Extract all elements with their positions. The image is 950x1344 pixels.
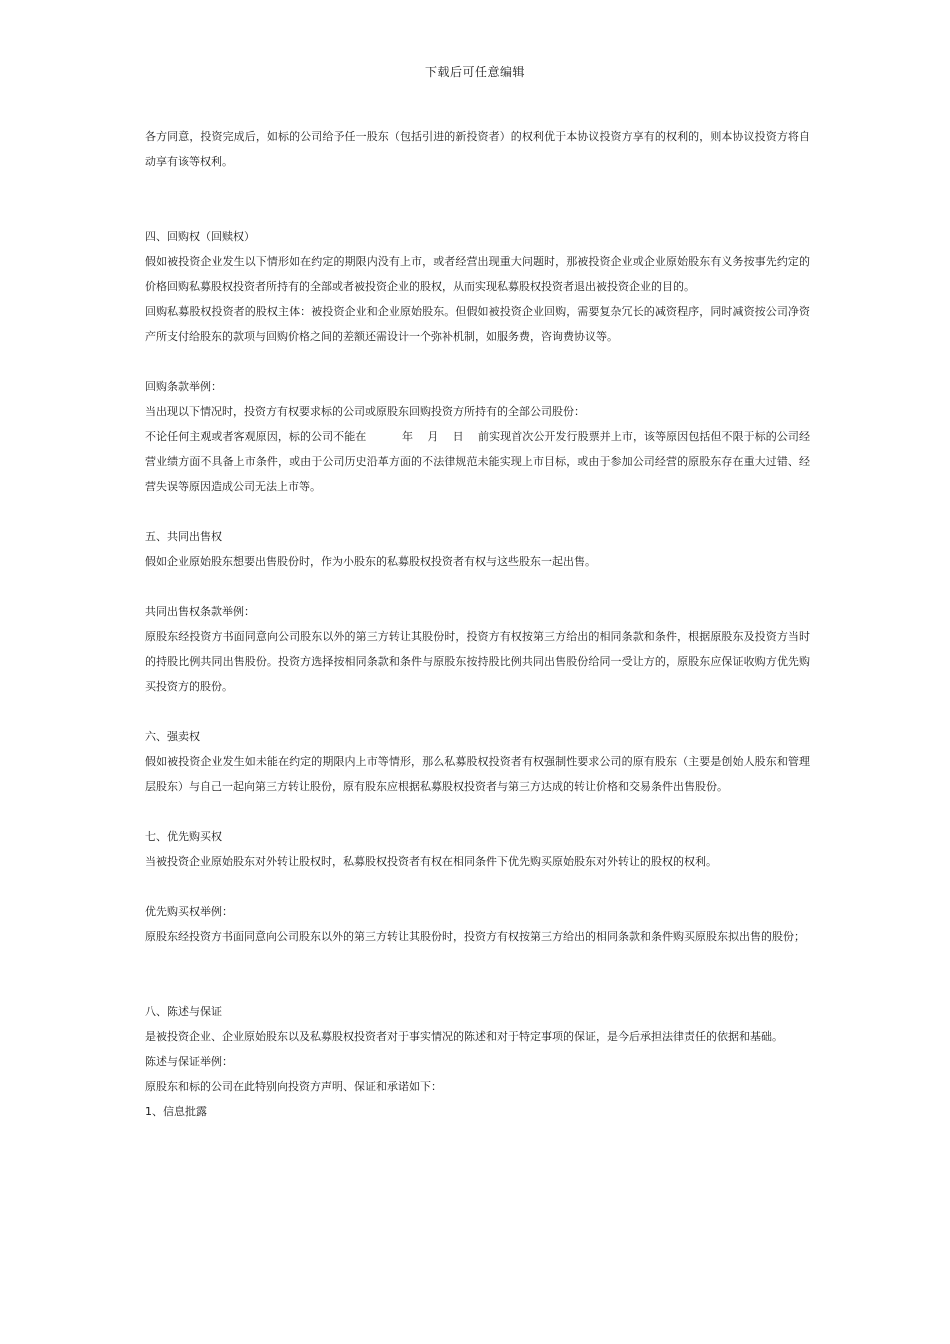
paragraph: 原股东经投资方书面同意向公司股东以外的第三方转让其股份时，投资方有权按第三方给出的相同条款和条件购买原股东拟出售的股份；	[145, 930, 805, 943]
paragraph: 假如企业原始股东想要出售股份时，作为小股东的私募股权投资者有权与这些股东一起出售。	[145, 555, 596, 568]
example-heading: 回购条款举例：	[145, 380, 222, 393]
list-item: 1、信息批露	[145, 1105, 207, 1118]
section-heading: 七、优先购买权	[145, 830, 222, 843]
paragraph: 当出现以下情况时，投资方有权要求标的公司或原股东回购投资方所持有的全部公司股份：	[145, 405, 585, 418]
example-heading: 优先购买权举例：	[145, 905, 233, 918]
section-heading: 五、共同出售权	[145, 530, 222, 543]
paragraph: 原股东经投资方书面同意向公司股东以外的第三方转让其股份时，投资方有权按第三方给出的相同条款和条件，根据原股东及投资方当时的持股比例共同出售股份。投资方选择按相同条款和条件与原股东按持股比例共同出售股份给同一受让方的，原股东应保证收购方优先购买投资方的股份。	[145, 630, 810, 693]
section-heading: 八、陈述与保证	[145, 1005, 222, 1018]
example-heading: 陈述与保证举例：	[145, 1055, 233, 1068]
paragraph: 是被投资企业、企业原始股东以及私募股权投资者对于事实情况的陈述和对于特定事项的保证，是今后承担法律责任的依据和基础。	[145, 1030, 783, 1043]
paragraph: 各方同意，投资完成后，如标的公司给予任一股东（包括引进的新投资者）的权利优于本协议投资方享有的权利的，则本协议投资方将自动享有该等权利。	[145, 130, 810, 168]
paragraph: 当被投资企业原始股东对外转让股权时，私募股权投资者有权在相同条件下优先购买原始股东对外转让的股权的权利。	[145, 855, 717, 868]
paragraph: 假如被投资企业发生如未能在约定的期限内上市等情形，那么私募股权投资者有权强制性要求公司的原有股东（主要是创始人股东和管理层股东）与自己一起向第三方转让股份，原有股东应根据私募股权投资者与第三方达成的转让价格和交易条件出售股份。	[145, 755, 810, 793]
paragraph: 假如被投资企业发生以下情形如在约定的期限内没有上市，或者经营出现重大问题时，那被投资企业或企业原始股东有义务按事先约定的价格回购私募股权投资者所持有的全部或者被投资企业的股权，从而实现私募股权投资者退出被投资企业的目的。	[145, 255, 810, 293]
paragraph: 回购私募股权投资者的股权主体：被投资企业和企业原始股东。但假如被投资企业回购，需要复杂冗长的减资程序，同时减资按公司净资产所支付给股东的款项与回购价格之间的差额还需设计一个弥补机制，如服务费，咨询费协议等。	[145, 305, 810, 343]
section-heading: 六、强卖权	[145, 730, 200, 743]
document-body	[145, 124, 810, 1124]
page-header: 下载后可任意编辑	[424, 65, 525, 79]
paragraph: 不论任何主观或者客观原因，标的公司不能在 年 月 日 前实现首次公开发行股票并上市，该等原因包括但不限于标的公司经营业绩方面不具备上市条件，或由于公司历史沿革方面的不法律规范未能实现上市目标，或由于参加公司经营的原股东存在重大过错、经营失误等原因造成公司无法上市等。	[145, 430, 810, 493]
example-heading: 共同出售权条款举例：	[145, 605, 255, 618]
paragraph: 原股东和标的公司在此特别向投资方声明、保证和承诺如下：	[145, 1080, 442, 1093]
section-heading: 四、回购权（回赎权）	[145, 230, 255, 243]
